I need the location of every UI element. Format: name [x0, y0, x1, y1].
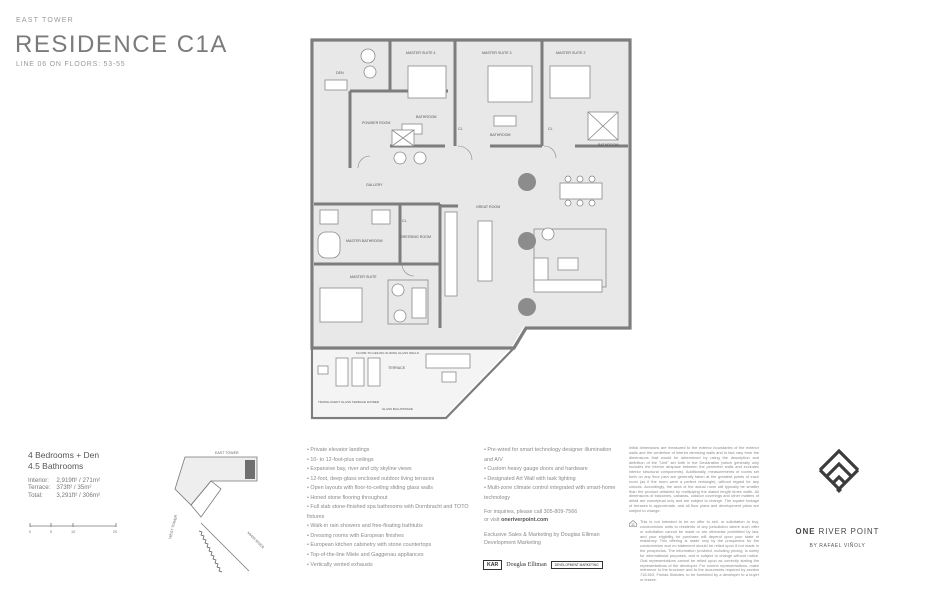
label-glass-divider: TRANSLUCENT GLASS TERRACE DIVIDER	[318, 400, 380, 404]
dining-table	[560, 183, 602, 199]
legal-offering: This is not intended to be an offer to sell, or solicitation to buy, condominium units to residents of any jurisdiction where such offer or solicitation cannot be made or are otherwise prohibited by law, and your eligibility for purchase will depend upon your state of residency. This offering is made only by the prospectus for the condominium and no statement should be relied upon if not made in the prospectus. The information provided, including pricing, is solely for informational purposes, and is subject to change without notice. Oral representations cannot be relied upon as correctly stating the representations of the developer. For correct representations, make reference to the brochure and to the documents required by section 718.503, Florida Statutes, to be furnished by a developer to a buyer or lessee.	[640, 519, 759, 583]
brand-name	[770, 527, 905, 536]
development-marketing-logo: DEVELOPMENT MARKETING	[551, 561, 603, 569]
scale-tick: 10	[71, 530, 76, 534]
area-table	[28, 477, 106, 499]
structural-column	[518, 232, 536, 250]
label-closet: CL	[402, 219, 407, 223]
scale-tick: 20	[113, 530, 118, 534]
feature-item: • Full slab stone-finished spa bathrooms with Dornbracht and TOTO fixtures	[307, 503, 477, 522]
area-row	[28, 484, 106, 491]
terrace-lounger	[352, 358, 364, 386]
label-bathroom: BATHROOM	[490, 133, 511, 137]
floor-plan	[290, 36, 640, 420]
features-list	[307, 446, 477, 570]
feature-item: • Open layouts with floor-to-ceiling sliding glass walls	[307, 484, 477, 494]
label-master-suite-2: MASTER SUITE 2	[556, 51, 586, 55]
label-master-suite: MASTER SUITE	[350, 275, 377, 279]
feature-item: • Designated Art Wall with task lighting	[484, 475, 619, 485]
feature-item: • Walk-in rain showers and free-floating bathtubs	[307, 522, 477, 532]
den-chair	[364, 66, 376, 78]
area-label: Terrace:	[28, 484, 51, 492]
area-value: 2,919ft² / 271m²	[56, 477, 101, 484]
scale-bar	[28, 522, 120, 536]
area-label: Interior:	[28, 477, 49, 484]
inquiry-prefix: or visit	[484, 517, 502, 523]
feature-item: • Custom heavy gauge doors and hardware	[484, 465, 619, 475]
feature-item: • 12-foot, deep-glass enclosed outdoor living terraces	[307, 475, 477, 485]
bed-master-suite	[320, 288, 362, 322]
room-summary	[28, 450, 99, 472]
den-sofa	[325, 80, 347, 90]
label-miami-river: MIAMI RIVER	[246, 530, 265, 550]
label-west-tower: WEST TOWER	[168, 514, 179, 540]
master-vanity	[320, 210, 338, 224]
feature-item: • Vertically vented exhausts	[307, 561, 477, 571]
feature-item: • Top-of-the-line Miele and Gaggenau appliances	[307, 551, 477, 561]
kitchen-island	[478, 221, 492, 281]
label-bathroom: BATHROOM	[598, 143, 619, 147]
feature-item: • Dressing rooms with European finishes	[307, 532, 477, 542]
residence-highlight	[245, 460, 255, 479]
label-dressing-room: DRESSING ROOM	[400, 235, 431, 239]
label-powder-room: POWDER ROOM	[362, 121, 391, 125]
brand-name-rest: RIVER POINT	[815, 527, 880, 536]
tower-label: EAST TOWER	[16, 17, 74, 24]
label-closet: CL	[548, 127, 553, 131]
scale-tick: 0	[28, 530, 31, 534]
label-master-suite-3: MASTER SUITE 3	[482, 51, 512, 55]
area-row	[28, 492, 106, 499]
master-vanity	[372, 210, 390, 224]
riverbank	[201, 523, 249, 571]
terrace-sofa	[426, 354, 470, 368]
living-sofa	[534, 280, 602, 292]
river-waves	[199, 531, 222, 572]
structural-column	[518, 173, 536, 191]
douglas-elliman-logo: Douglas Elliman	[506, 562, 547, 568]
label-balustrade: GLASS BALUSTRADE	[382, 407, 413, 411]
kar-logo: KAR	[483, 560, 502, 570]
den-chair	[361, 49, 375, 63]
area-label: Total:	[28, 491, 43, 499]
legal-disclaimer: Initial dimensions are measured to the exterior boundaries of the exterior walls and the centerline of interior demising walls and in fact vary from the dimensions that would be determined by using the description and definition of the "Unit" set forth in the Declaration (which generally only includes the interior airspace between the perimeter walls and excludes interior structural components). Additionally, measurements of rooms set forth on any floor plan are generally taken at the greatest points of each room (as if the room were a perfect rectangle), without regard for any cutouts. Accordingly, the area of the actual room will typically be smaller than the product obtained by multiplying the stated length times width. All dimensions of balconies, cabanas, outdoor coverings and other matters of detail are conceptual only and are subject to change. The square footage of terraces is approximate, and all floor plans and development plans are subject to change.	[629, 445, 759, 513]
partner-logos	[483, 558, 633, 572]
label-gallery: GALLERY	[366, 183, 383, 187]
scale-tick: 5	[50, 530, 53, 534]
feature-item: • Pre-wired for smart technology designer illumination and A/V	[484, 446, 619, 465]
coffee-table	[558, 258, 578, 270]
terrace-lounger	[336, 358, 348, 386]
kitchen-counter	[445, 212, 457, 296]
terrace-lounger	[368, 358, 380, 386]
feature-item: • European kitchen cabinetry with stone countertops	[307, 541, 477, 551]
label-east-tower: EAST TOWER	[215, 451, 239, 455]
structural-column	[518, 298, 536, 316]
living-chair	[542, 228, 554, 240]
area-value: 373ft² / 35m²	[56, 484, 92, 492]
label-sliding-walls: FLOOR-TO-CEILING SLIDING GLASS WALLS	[356, 351, 420, 355]
vanity-sink	[394, 152, 406, 164]
label-bathroom: BATHROOM	[416, 115, 437, 119]
feature-item: • Expansive bay, river and city skyline views	[307, 465, 477, 475]
inquiry-web	[484, 516, 624, 524]
bed-master-suite-3	[488, 66, 532, 102]
brand-byline: BY RAFAEL VIÑOLY	[809, 543, 866, 549]
label-master-bathroom: MASTER BATHROOM	[346, 239, 383, 243]
label-master-suite-4: MASTER SUITE 4	[406, 51, 436, 55]
master-tub	[318, 232, 340, 258]
bathroom-count: 4.5 Bathrooms	[28, 461, 84, 471]
bathtub	[494, 116, 516, 126]
terrace-table	[442, 372, 456, 382]
key-plan	[165, 447, 290, 577]
label-great-room: GREAT ROOM	[476, 205, 501, 209]
label-closet: CL	[458, 127, 463, 131]
features-list-2	[484, 446, 619, 503]
equal-housing-icon	[629, 520, 637, 527]
website-link[interactable]: oneriverpoint.com	[501, 517, 549, 523]
bed-master-suite-4	[408, 66, 446, 98]
residence-title: RESIDENCE C1A	[15, 31, 228, 58]
feature-item: • Honed stone flooring throughout	[307, 494, 477, 504]
line-floors-label: LINE 06 ON FLOORS: 53-55	[16, 61, 126, 68]
bed-master-suite-2	[550, 66, 590, 98]
feature-item: • 10- to 12-foot-plus ceilings	[307, 456, 477, 466]
marketing-credit: Exclusive Sales & Marketing by Douglas Elliman Development Marketing	[484, 532, 600, 546]
inquiry-phone: For inquiries, please call 305-809-7566	[484, 509, 578, 515]
label-terrace: TERRACE	[388, 366, 406, 370]
one-river-point-logo-icon	[812, 446, 866, 498]
vanity-sink	[414, 152, 426, 164]
brand-name-bold: ONE	[795, 527, 816, 536]
label-den: DEN	[336, 71, 344, 75]
area-value: 3,291ft² / 306m²	[56, 491, 101, 499]
inquiry-info	[484, 508, 624, 524]
feature-item: • Multi-zone climate control integrated with smart-home technology	[484, 484, 619, 503]
grill	[318, 366, 328, 374]
feature-item: • Private elevator landings	[307, 446, 477, 456]
bedroom-count: 4 Bedrooms + Den	[28, 450, 100, 460]
area-row	[28, 477, 106, 484]
east-tower-outline	[175, 457, 257, 505]
